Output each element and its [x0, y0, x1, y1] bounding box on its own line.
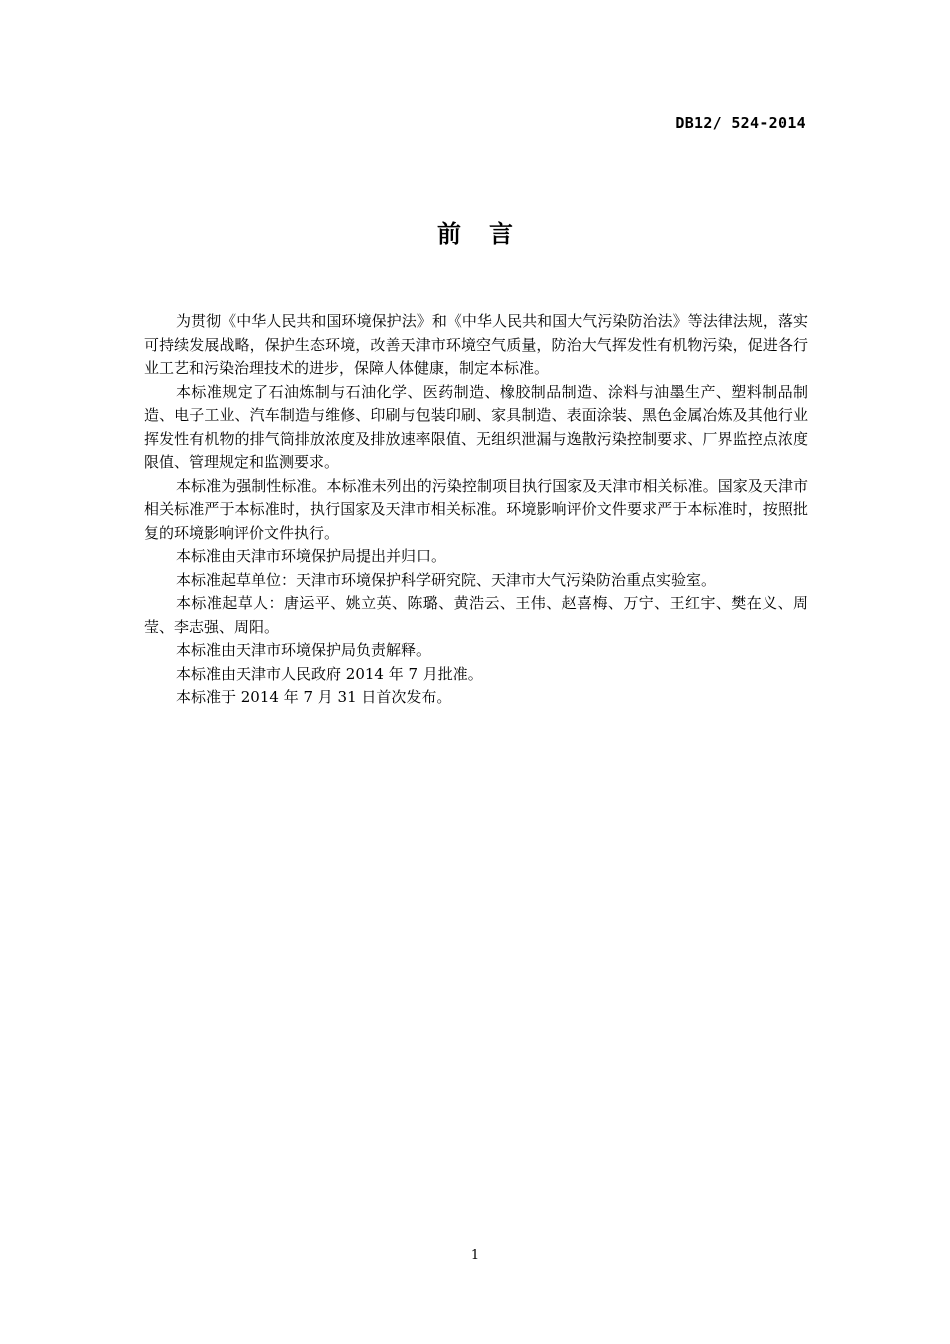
paragraph-release: 本标准于 2014 年 7 月 31 日首次发布。 — [176, 688, 452, 706]
page-number: 1 — [470, 1248, 480, 1263]
page-title: 前言 — [437, 220, 541, 248]
paragraph-purpose: 为贯彻《中华人民共和国环境保护法》和《中华人民共和国大气污染防治法》等法律法规，落实可持续发展战略，保护生态环境，改善天津市环境空气质量，防治大气挥发性有机物污染，促进各行业工艺和污染治理技术的进步，保障人体健康，制定本标准。 — [144, 312, 808, 377]
paragraph-approval: 本标准由天津市人民政府 2014 年 7 月批准。 — [176, 664, 483, 683]
paragraph-scope: 本标准规定了石油炼制与石油化学、医药制造、橡胶制品制造、涂料与油墨生产、塑料制品制造、电子工业、汽车制造与维修、印刷与包装印刷、家具制造、表面涂装、黑色金属冶炼及其他行业挥发性有机物的排气筒排放浓度及排放速率限值、无组织泄漏与逸散污染控制要求、厂界监控点浓度限值、管理规定和监测要求。 — [144, 382, 808, 471]
paragraph-drafters: 本标准起草人：唐运平、姚立英、陈璐、黄浩云、王伟、赵喜梅、万宁、王红宇、樊在义、周莹、李志强、周阳。 — [144, 594, 808, 636]
paragraph-mandatory: 本标准为强制性标准。本标准未列出的污染控制项目执行国家及天津市相关标准。国家及天津市相关标准严于本标准时，执行国家及天津市相关标准。环境影响评价文件要求严于本标准时，按照批复的环境影响评价文件执行。 — [144, 476, 808, 542]
paragraph-interpretation: 本标准由天津市环境保护局负责解释。 — [176, 641, 432, 659]
paragraph-proposer: 本标准由天津市环境保护局提出并归口。 — [176, 547, 447, 565]
foreword-body — [144, 310, 808, 710]
paragraph-drafting-units: 本标准起草单位：天津市环境保护科学研究院、天津市大气污染防治重点实验室。 — [176, 570, 717, 589]
document-code: DB12/ 524-2014 — [675, 114, 806, 132]
